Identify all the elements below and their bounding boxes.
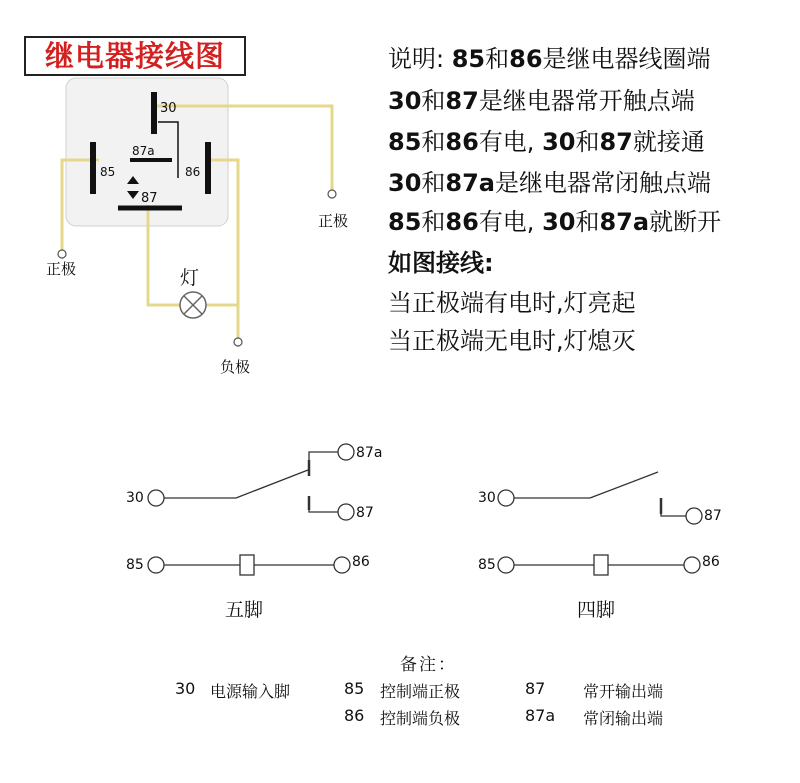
five-pin-87: 87 [356,505,374,521]
desc-token: 就接通 [632,128,705,156]
four-pin-87: 87 [704,508,722,524]
desc-token: 是继电器常开触点端 [478,87,695,115]
wiring-title: 如图接线: [388,249,494,277]
desc-token: 87a [599,208,650,236]
desc-token: 和 [421,169,446,197]
pin-30-label: 30 [160,101,177,116]
off-description: 当正极端无电时,灯熄灭 [388,327,636,355]
on-description: 当正极端有电时,灯亮起 [388,289,636,317]
desc-token: 30 [542,128,576,156]
five-pin-30: 30 [126,490,144,506]
description-line-5 [388,207,788,237]
desc-token: 就断开 [649,208,722,236]
desc-token: 86 [445,208,479,236]
desc-token: 30 [388,169,422,197]
desc-token: 有电, [478,128,543,156]
page-title: 继电器接线图 [24,36,246,76]
desc-token: 30 [542,208,576,236]
note-pin: 30 [175,679,196,698]
description-line-1 [388,44,788,74]
description-line-4 [388,168,788,198]
desc-token: 86 [509,45,543,73]
desc-token: 有电, [478,208,543,236]
description-line-2 [388,86,788,116]
desc-token: 和 [421,128,446,156]
desc-token: 87a [445,169,495,197]
relay-wiring-diagram [0,0,370,390]
description-prefix: 说明: [388,45,445,73]
description-line-3 [388,127,788,157]
negative-label: 负极 [220,358,251,376]
four-pin-label: 四脚 [577,599,616,621]
desc-token: 是继电器常闭触点端 [495,169,711,197]
four-pin-86: 86 [702,554,720,570]
desc-token: 和 [485,45,510,73]
positive-terminal-right [328,190,336,198]
positive-label-left: 正极 [46,260,77,278]
note-desc: 常闭输出端 [583,709,664,728]
desc-token: 85 [388,128,422,156]
note-desc: 控制端正极 [380,682,461,701]
note-desc: 常开输出端 [583,682,664,701]
note-pin: 85 [344,679,365,698]
positive-label-right: 正极 [318,212,349,230]
note-desc: 控制端负极 [380,709,461,728]
four-pin-85: 85 [478,557,496,573]
lamp-label: 灯 [180,267,200,289]
pin-87-label: 87 [141,191,158,206]
desc-token: 85 [451,45,486,73]
five-pin-87a: 87a [356,445,383,461]
desc-token: 和 [575,208,600,236]
desc-token: 30 [388,87,422,115]
desc-token: 85 [388,208,422,236]
four-pin-30: 30 [478,490,496,506]
four-pin-schematic [460,430,740,630]
notes-title: 备注： [400,655,457,675]
desc-token: 和 [575,128,600,156]
note-desc: 电源输入脚 [210,682,291,701]
note-pin: 87 [525,679,546,698]
pin-85-label: 85 [100,165,116,179]
five-pin-86: 86 [352,554,370,570]
note-pin: 87a [525,706,556,725]
five-pin-85: 85 [126,557,144,573]
desc-token: 和 [421,87,446,115]
five-pin-schematic [110,430,390,630]
pin-86-label: 86 [185,165,201,179]
desc-token: 87 [599,128,633,156]
desc-token: 是继电器线圈端 [542,45,711,73]
desc-token: 87 [445,87,479,115]
desc-token: 86 [445,128,479,156]
desc-token: 和 [421,208,446,236]
note-pin: 86 [344,706,365,725]
five-pin-label: 五脚 [225,599,264,621]
positive-terminal-left [58,250,66,258]
negative-terminal [234,338,242,346]
pin-87a-label: 87a [132,144,155,158]
